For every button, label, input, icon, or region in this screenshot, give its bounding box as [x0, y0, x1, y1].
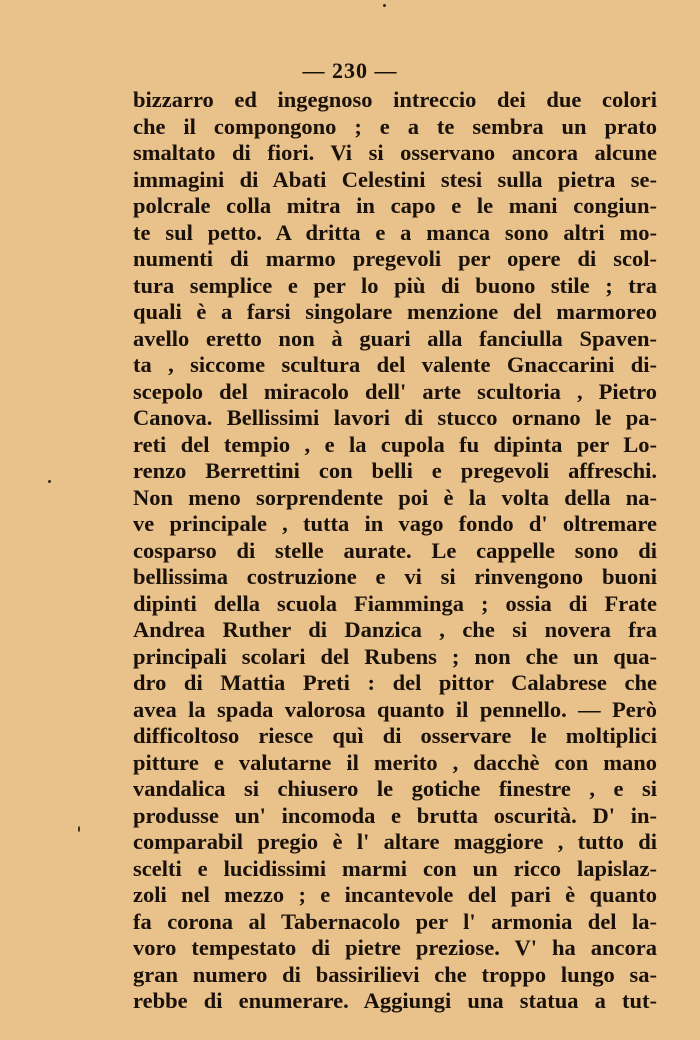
page-number: — 230 — — [302, 58, 398, 83]
text-line: scepolo del miracolo dell' arte scultoria , Pietro — [133, 378, 657, 404]
speck-mark — [78, 826, 80, 832]
text-line: Andrea Ruther di Danzica , che si novera fra — [133, 617, 657, 642]
text-line: polcrale colla mitra in capo e le mani congiun- — [133, 193, 657, 218]
text-line: Canova. Bellissimi lavori di stucco ornano le pa- — [133, 405, 657, 430]
text-line: pitture e valutarne il merito , dacchè con mano — [133, 749, 657, 775]
body-text — [133, 87, 657, 1015]
text-line: numenti di marmo pregevoli per opere di scol- — [133, 246, 657, 271]
text-line: che il compongono ; e a te sembra un prato — [133, 113, 657, 139]
text-line: produsse un' incomoda e brutta oscurità. D' in- — [133, 802, 657, 828]
text-line: gran numero di bassirilievi che troppo lungo sa- — [133, 961, 657, 987]
text-line: bizzarro ed ingegnoso intreccio dei due colori — [133, 87, 657, 112]
text-line: te sul petto. A dritta e a manca sono altri mo- — [133, 219, 657, 245]
speck-mark — [383, 4, 386, 7]
text-line: vandalica si chiusero le gotiche finestre , e si — [133, 776, 657, 801]
text-line: avea la spada valorosa quanto il pennello. — Però — [133, 696, 657, 722]
text-line: cosparso di stelle aurate. Le cappelle sono di — [133, 537, 657, 563]
text-line: ta , siccome scultura del valente Gnaccarini di- — [133, 352, 657, 377]
text-line: difficoltoso riesce quì di osservare le moltiplici — [133, 723, 657, 748]
text-line: avello eretto non à guari alla fanciulla Spaven- — [133, 325, 657, 351]
text-line: dro di Mattia Preti : del pittor Calabrese che — [133, 670, 657, 695]
text-line: immagini di Abati Celestini stesi sulla pietra se- — [133, 166, 657, 192]
text-line: renzo Berrettini con belli e pregevoli affreschi. — [133, 458, 657, 483]
text-line: reti del tempio , e la cupola fu dipinta per Lo- — [133, 431, 657, 457]
text-line: voro tempestato di pietre preziose. V' ha ancora — [133, 935, 657, 960]
text-line: ve principale , tutta in vago fondo d' oltremare — [133, 511, 657, 536]
text-line: bellissima costruzione e vi si rinvengono buoni — [133, 564, 657, 589]
text-line: Non meno sorprendente poi è la volta della na- — [133, 484, 657, 510]
text-line: smaltato di fiori. Vi si osservano ancora alcune — [133, 140, 657, 165]
text-line: tura semplice e per lo più di buono stile ; tra — [133, 272, 657, 298]
text-line: fa corona al Tabernacolo per l' armonia del la- — [133, 908, 657, 934]
text-line: dipinti della scuola Fiamminga ; ossia di Frate — [133, 590, 657, 616]
text-line: principali scolari del Rubens ; non che un qua- — [133, 643, 657, 669]
text-line: scelti e lucidissimi marmi con un ricco lapislaz- — [133, 855, 657, 881]
speck-mark — [48, 480, 51, 483]
text-line: comparabil pregio è l' altare maggiore , tutto di — [133, 829, 657, 854]
text-line: quali è a farsi singolare menzione del marmoreo — [133, 299, 657, 324]
text-line: zoli nel mezzo ; e incantevole del pari è quanto — [133, 882, 657, 907]
text-line: rebbe di enumerare. Aggiungi una statua a tut- — [133, 988, 657, 1013]
